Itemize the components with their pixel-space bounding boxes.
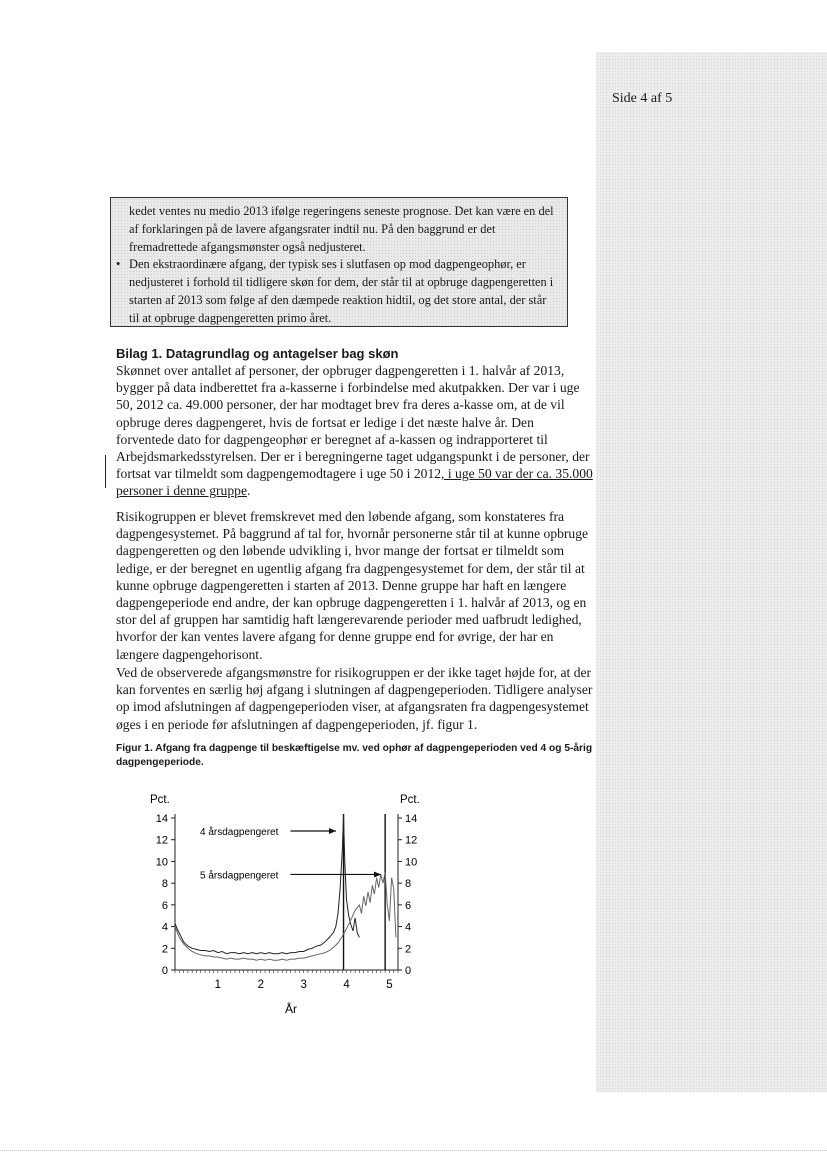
y-tick-label-left: 0	[161, 965, 168, 977]
revision-bar	[105, 455, 106, 488]
section-heading: Bilag 1. Datagrundlag og antagelser bag skøn	[116, 346, 399, 361]
y-tick-label-left: 4	[161, 921, 168, 934]
period-end-lines	[344, 814, 386, 970]
axis-ticks	[156, 813, 418, 991]
annotation-label: 4 årsdagpengeret	[200, 827, 279, 839]
paragraph-3: Ved de observerede afgangsmønstre for risikogruppen er der ikke taget højde for, at der kan forventes en særlig høj afgang i slutningen af dagpengeperioden. Tidligere analyser op imod afslutningen af dagpengeperioden viser, at afgangsraten fra dagpengesystemet øges i en periode før afslutningen af dagpengeperioden, jf. figur 1.	[116, 665, 593, 732]
y-tick-label-right: 4	[405, 921, 412, 934]
y-tick-label-left: 10	[155, 856, 168, 869]
y-tick-label-left: 6	[161, 899, 168, 912]
y-tick-label-right: 0	[405, 965, 412, 977]
text-box	[110, 197, 568, 327]
box-bullet-item: • Den ekstraordinære afgang, der typisk ses i slutfasen op mod dagpengeophør, er nedjusteret i forhold til tidligere skøn for dem, der står til at opbruge dagpengeretten i starten af 2013 som følge af den dæmpede reaktion hidtil, og det store antal, der står til at opbruge dagpengeretten primo året.	[121, 256, 557, 327]
y-tick-label-right: 8	[405, 878, 412, 891]
y-axis-label-left: Pct.	[150, 794, 170, 806]
y-tick-label-right: 12	[405, 834, 418, 847]
box-bullet-list	[121, 256, 557, 327]
x-tick-label: 3	[300, 979, 307, 991]
y-tick-label-left: 2	[161, 943, 168, 956]
y-tick-label-left: 8	[161, 878, 168, 891]
annotation-arrowhead	[374, 871, 381, 877]
y-tick-label-left: 14	[155, 813, 168, 825]
paragraph-1-end: .	[246, 483, 251, 499]
annotation-label: 5 årsdagpengeret	[200, 870, 279, 882]
page-number: Side 4 af 5	[612, 91, 673, 106]
paragraph-2: Risikogruppen er blevet fremskrevet med den løbende afgang, som konstateres fra dagpengesystemet. På baggrund af tal for, hvornår personerne står til at kunne opbruge dagpengeretten og den løbende udvikling i, hvor mange der fortsat er tilmeldt som ledige, er der beregnet en ugentlig afgang fra dagpengesystemet for dem, der står til at kunne opbruge dagpengeretten i starten af 2013. Denne gruppe har haft en længere dagpengeperiode end andre, der kan opbruge dagpengeretten i 1. halvår af 2013, og en stor del af gruppen har samtidig haft længerevarende perioder med uafbrudt ledighed, hvorfor der kan ventes lavere afgang for denne gruppe end for øvrige, der har en længere dagpengehorisont.	[116, 509, 589, 662]
annotation-arrowhead	[329, 828, 336, 834]
y-tick-label-right: 6	[405, 899, 412, 912]
y-axis-label-right: Pct.	[400, 794, 420, 806]
page-bottom-rule	[0, 1150, 827, 1151]
paragraph-1-text: Skønnet over antallet af personer, der opbruger dagpengeretten i 1. halvår af 2013, bygger på data indberettet fra a-kasserne i forbindelse med akutpakken. Der var i uge 50, 2012 ca. 49.000 personer, der har modtaget brev fra deres a-kasse om, at de vil opbruge deres dagpengeret, hvis de fortsat er ledige i det næste halve år. Den forventede dato for dagpengeophør er beregnet af a-kassen og indrapporteret til Arbejdsmarkedsstyrelsen. Der er i beregningerne taget udgangspunkt i de personer, der fortsat var tilmeldt som dagpengemodtagere i uge 50 i 2012	[116, 363, 590, 482]
paragraph-1	[116, 362, 594, 500]
x-axis-label: År	[285, 1002, 297, 1016]
annotations	[200, 826, 381, 881]
figure-caption: Figur 1. Afgang fra dagpenge til beskæftigelse mv. ved ophør af dagpengeperioden ved 4 og 5-årig dagpengeperiode.	[116, 743, 593, 768]
y-tick-label-right: 10	[405, 856, 418, 869]
series-line	[175, 872, 396, 960]
figure-1-chart	[140, 785, 440, 1025]
paragraph-1-underlined: , i uge 50 var der ca. 35.000 personer i denne gruppe	[116, 466, 593, 499]
x-tick-label: 2	[257, 979, 264, 991]
x-tick-label: 5	[386, 979, 393, 991]
y-tick-label-left: 12	[155, 834, 168, 847]
y-tick-label-right: 2	[405, 943, 412, 956]
x-tick-label: 4	[343, 979, 350, 991]
y-tick-label-right: 14	[405, 813, 418, 825]
margin-sidebar	[596, 52, 827, 1092]
x-tick-label: 1	[214, 979, 222, 991]
box-continuation: kedet ventes nu medio 2013 ifølge regeringens seneste prognose. Det kan være en del af forklaringen på de lavere afgangsrater indtil nu. På den baggrund er det fremadrettede afgangsmønster også nedjusteret.	[129, 204, 554, 254]
